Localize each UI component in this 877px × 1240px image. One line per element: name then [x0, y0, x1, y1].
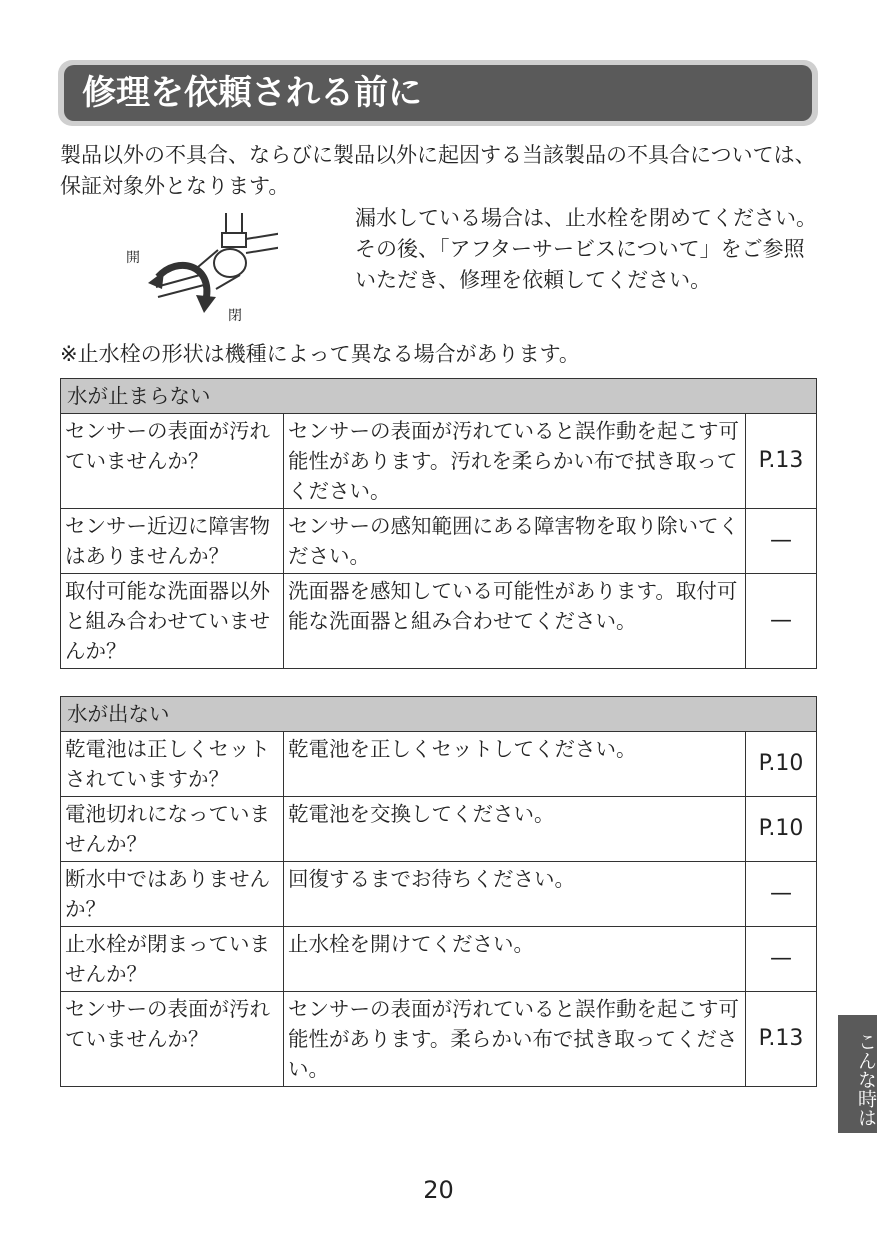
action-cell: 止水栓を開けてください。 [284, 927, 746, 992]
action-cell: センサーの表面が汚れていると誤作動を起こす可能性があります。汚れを柔らかい布で拭き取ってください。 [284, 414, 746, 509]
action-cell: 回復するまでお待ちください。 [284, 862, 746, 927]
check-cell: センサーの表面が汚れていませんか？ [61, 992, 284, 1087]
section-tab: こんな時は [838, 1015, 877, 1133]
table-water-not-stopping [60, 378, 817, 669]
table-row [61, 862, 817, 927]
intro-text: 製品以外の不具合、ならびに製品以外に起因する当該製品の不具合については、保証対象外となります。 [60, 143, 816, 198]
page-ref-cell: — [746, 862, 817, 927]
table-header: 水が止まらない [61, 379, 817, 414]
leak-instruction-line1: 漏水している場合は、止水栓を閉めてください。 [355, 206, 817, 230]
page-ref-cell: P.13 [746, 414, 817, 509]
check-cell: センサー近辺に障害物はありませんか？ [61, 509, 284, 574]
leak-instructions [355, 203, 817, 296]
action-cell: 乾電池を正しくセットしてください。 [284, 732, 746, 797]
close-label: 閉 [228, 308, 242, 324]
check-cell: 止水栓が閉まっていませんか？ [61, 927, 284, 992]
table-row [61, 414, 817, 509]
leak-instruction-line2: その後、「アフターサービスについて」をご参照いただき、修理を依頼してください。 [355, 237, 805, 292]
page-number: 20 [423, 1176, 454, 1204]
check-cell: 乾電池は正しくセットされていますか？ [61, 732, 284, 797]
page-ref-cell: — [746, 509, 817, 574]
page-ref-cell: P.10 [746, 797, 817, 862]
action-cell: 洗面器を感知している可能性があります。取付可能な洗面器と組み合わせてください。 [284, 574, 746, 669]
shutoff-valve-illustration [118, 205, 278, 335]
page-ref-cell: — [746, 574, 817, 669]
check-cell: 断水中ではありませんか？ [61, 862, 284, 927]
table-water-not-flowing [60, 696, 817, 1087]
table-row [61, 509, 817, 574]
page-title: 修理を依頼される前に [64, 65, 812, 121]
action-cell: センサーの感知範囲にある障害物を取り除いてください。 [284, 509, 746, 574]
table-header: 水が出ない [61, 697, 817, 732]
valve-icon [118, 205, 278, 335]
title-bar [58, 60, 818, 126]
table-row [61, 797, 817, 862]
action-cell: センサーの表面が汚れていると誤作動を起こす可能性があります。柔らかい布で拭き取ってください。 [284, 992, 746, 1087]
check-cell: 電池切れになっていませんか？ [61, 797, 284, 862]
table-row [61, 992, 817, 1087]
check-cell: 取付可能な洗面器以外と組み合わせていませんか？ [61, 574, 284, 669]
table-row [61, 732, 817, 797]
page-ref-cell: — [746, 927, 817, 992]
action-cell: 乾電池を交換してください。 [284, 797, 746, 862]
table-row [61, 927, 817, 992]
note-text: ※止水栓の形状は機種によって異なる場合があります。 [60, 342, 580, 366]
page-ref-cell: P.10 [746, 732, 817, 797]
open-label: 開 [126, 250, 140, 266]
table-row [61, 574, 817, 669]
check-cell: センサーの表面が汚れていませんか？ [61, 414, 284, 509]
page-ref-cell: P.13 [746, 992, 817, 1087]
